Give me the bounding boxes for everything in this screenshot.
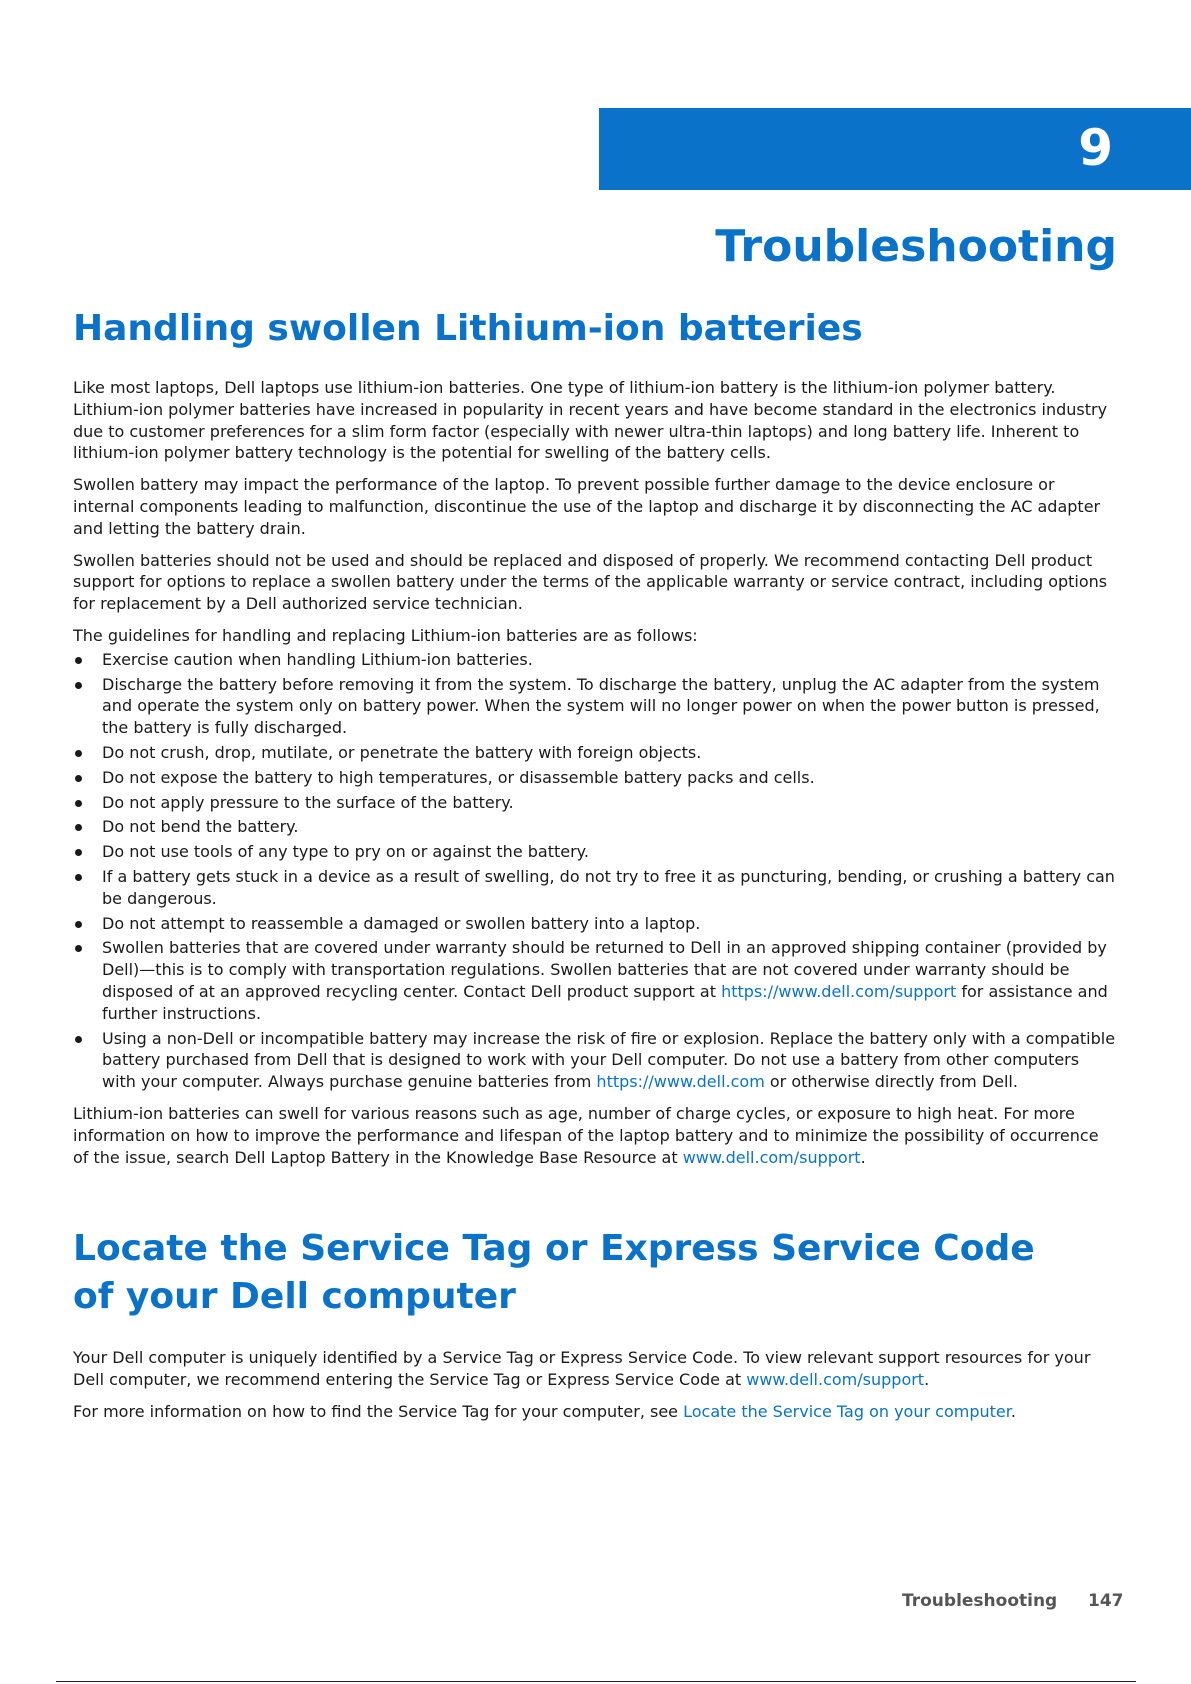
list-item	[73, 742, 1118, 764]
list-item	[73, 937, 1118, 1024]
list-item	[73, 649, 1118, 671]
chapter-band	[599, 108, 1191, 190]
list-item	[73, 1028, 1118, 1093]
bullet-icon	[75, 921, 82, 928]
list-item-text-end: or otherwise directly from Dell.	[764, 1072, 1018, 1092]
bullet-icon	[75, 824, 82, 831]
footer-divider	[56, 1681, 1136, 1682]
list-item-text: If a battery gets stuck in a device as a result of swelling, do not try to free it as puncturing, bending, or crushing a battery can be dangerous.	[102, 866, 1115, 908]
list-item	[73, 841, 1118, 863]
list-item-text: Do not attempt to reassemble a damaged or swollen battery into a laptop.	[102, 913, 701, 933]
list-item-text: Do not use tools of any type to pry on or against the battery.	[102, 842, 589, 862]
paragraph-text-end: .	[924, 1369, 930, 1389]
list-item-text-end: for assistance and further instructions.	[102, 981, 1108, 1023]
bullet-icon	[75, 800, 82, 807]
paragraph: Like most laptops, Dell laptops use lithium-ion batteries. One type of lithium-ion battery is the lithium-ion polymer battery. Lithium-ion polymer batteries have increased in popularity in recent years and have become standard in the electronics industry due to customer preferences for a slim form factor (especially with newer ultra-thin laptops) and long battery life. Inherent to lithium-ion polymer battery technology is the potential for swelling of the battery cells.	[73, 378, 1108, 463]
paragraph-text-end: .	[1010, 1401, 1016, 1421]
bullet-icon	[75, 682, 82, 689]
bullet-icon	[75, 849, 82, 856]
dell-home-link[interactable]: https://www.dell.com	[596, 1072, 765, 1092]
list-item-text: Discharge the battery before removing it from the system. To discharge the battery, unplug the AC adapter from the system and operate the system only on battery power. When the system will no longer power on when the power button is pressed, the battery is fully discharged.	[102, 674, 1100, 738]
paragraph: Swollen battery may impact the performance of the laptop. To prevent possible further damage to the device enclosure or internal components leading to malfunction, discontinue the use of the laptop and discharge it by disconnecting the AC adapter and letting the battery drain.	[73, 475, 1101, 538]
section-heading: Locate the Service Tag or Express Service Code of your Dell computer	[73, 1228, 1035, 1317]
locate-service-tag-link[interactable]: Locate the Service Tag on your computer	[683, 1401, 1011, 1421]
section-swollen-batteries	[73, 305, 1118, 1178]
paragraph-text: For more information on how to find the Service Tag for your computer, see	[73, 1401, 684, 1421]
section-heading: Handling swollen Lithium-ion batteries	[73, 308, 863, 349]
list-item	[73, 767, 1118, 789]
chapter-number: 9	[1078, 119, 1113, 177]
dell-support-link[interactable]: www.dell.com/support	[682, 1147, 861, 1167]
list-item	[73, 866, 1118, 910]
list-item	[73, 674, 1118, 739]
chapter-title: Troubleshooting	[715, 221, 1117, 272]
paragraph	[73, 1103, 1118, 1168]
bullet-icon	[75, 1036, 82, 1043]
dell-support-link[interactable]: https://www.dell.com/support	[721, 981, 957, 1001]
list-item-text-start: Swollen batteries that are covered under warranty should be returned to Dell in an approved shipping container (provided by Dell)—this is to comply with transportation regulations. Swollen batteries that are not covered under warranty should be disposed of at an approved recycling center. Contact Dell product support at	[102, 938, 1107, 1001]
footer-page-number: 147	[1088, 1591, 1124, 1611]
paragraph-text-end: .	[860, 1147, 866, 1167]
bullet-icon	[75, 945, 82, 952]
list-item-text-start: Using a non-Dell or incompatible battery may increase the risk of fire or explosion. Replace the battery only with a compatible battery purchased from Dell that is designed to work with your Dell computer. Do not use a battery from other computers with your computer. Always purchase genuine batteries from	[102, 1028, 1116, 1092]
paragraph	[73, 1347, 1118, 1391]
section-service-tag	[73, 1225, 1091, 1432]
paragraph-text: Lithium-ion batteries can swell for various reasons such as age, number of charge cycles, or exposure to high heat. For more information on how to improve the performance and lifespan of the laptop battery and to minimize the possibility of occurrence of the issue, search Dell Laptop Battery in the Knowledge Base Resource at	[73, 1103, 1099, 1167]
bullet-icon	[75, 750, 82, 757]
bullet-icon	[75, 874, 82, 881]
dell-support-link[interactable]: www.dell.com/support	[746, 1369, 925, 1389]
list-item	[73, 792, 1118, 814]
list-item-text: Do not bend the battery.	[102, 817, 299, 837]
paragraph-text: Your Dell computer is uniquely identified by a Service Tag or Express Service Code. To view relevant support resources for your Dell computer, we recommend entering the Service Tag or Express Service Code at	[73, 1348, 1091, 1389]
paragraph	[73, 1401, 1118, 1423]
list-item	[73, 913, 1118, 935]
footer-section-title: Troubleshooting	[902, 1591, 1058, 1611]
paragraph: Swollen batteries should not be used and should be replaced and disposed of properly. We recommend contacting Dell product support for options to replace a swollen battery under the terms of the applicable warranty or service contract, including options for replacement by a Dell authorized service technician.	[73, 550, 1108, 614]
list-item-text: Do not apply pressure to the surface of the battery.	[102, 792, 514, 812]
bullet-icon	[75, 657, 82, 664]
list-item-text: Do not expose the battery to high temperatures, or disassemble battery packs and cells.	[102, 767, 815, 787]
list-item-text: Exercise caution when handling Lithium-ion batteries.	[102, 649, 533, 669]
list-item	[73, 816, 1118, 838]
bullet-icon	[75, 775, 82, 782]
guidelines-list	[73, 649, 1118, 1093]
list-item-text: Do not crush, drop, mutilate, or penetrate the battery with foreign objects.	[102, 742, 702, 762]
paragraph: The guidelines for handling and replacing Lithium-ion batteries are as follows:	[73, 625, 698, 645]
